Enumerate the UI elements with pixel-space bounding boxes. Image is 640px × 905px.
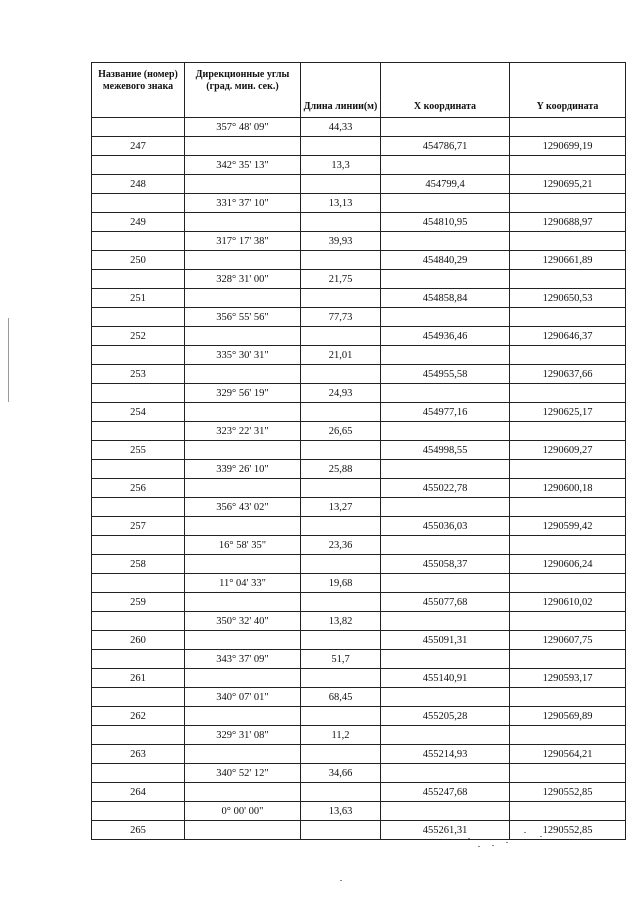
length-cell: 13,13	[301, 194, 381, 213]
x-coordinate-cell	[381, 232, 510, 251]
segment-row	[92, 612, 626, 631]
point-row	[92, 365, 626, 384]
segment-row	[92, 308, 626, 327]
length-cell: 13,63	[301, 802, 381, 821]
length-cell	[301, 593, 381, 612]
x-coordinate-cell: 455261,31	[381, 821, 510, 840]
name-cell	[92, 802, 185, 821]
x-coordinate-cell	[381, 270, 510, 289]
angle-cell: 350° 32' 40"	[185, 612, 301, 631]
y-coordinate-cell	[510, 232, 626, 251]
x-coordinate-cell	[381, 308, 510, 327]
y-coordinate-cell: 1290625,17	[510, 403, 626, 422]
angle-cell	[185, 707, 301, 726]
name-cell	[92, 232, 185, 251]
angle-cell	[185, 137, 301, 156]
point-row	[92, 327, 626, 346]
y-coordinate-cell: 1290593,17	[510, 669, 626, 688]
name-cell: 256	[92, 479, 185, 498]
scan-speck	[478, 846, 480, 847]
angle-cell: 357° 48' 09"	[185, 118, 301, 137]
angle-cell: 16° 58' 35"	[185, 536, 301, 555]
angle-cell: 328° 31' 00"	[185, 270, 301, 289]
name-cell: 247	[92, 137, 185, 156]
point-row	[92, 555, 626, 574]
header-y: Y координата	[510, 63, 626, 118]
angle-cell	[185, 213, 301, 232]
angle-cell	[185, 441, 301, 460]
length-cell: 25,88	[301, 460, 381, 479]
segment-row	[92, 764, 626, 783]
name-cell	[92, 498, 185, 517]
scan-speck	[506, 842, 508, 843]
y-coordinate-cell: 1290688,97	[510, 213, 626, 232]
name-cell	[92, 764, 185, 783]
table-header-row	[92, 63, 626, 118]
length-cell	[301, 175, 381, 194]
angle-cell: 323° 22' 31"	[185, 422, 301, 441]
length-cell: 26,65	[301, 422, 381, 441]
y-coordinate-cell	[510, 574, 626, 593]
name-cell	[92, 118, 185, 137]
name-cell	[92, 688, 185, 707]
length-cell: 77,73	[301, 308, 381, 327]
length-cell	[301, 707, 381, 726]
length-cell	[301, 251, 381, 270]
y-coordinate-cell	[510, 422, 626, 441]
length-cell: 21,75	[301, 270, 381, 289]
y-coordinate-cell: 1290600,18	[510, 479, 626, 498]
point-row	[92, 213, 626, 232]
segment-row	[92, 270, 626, 289]
segment-row	[92, 156, 626, 175]
length-cell: 13,27	[301, 498, 381, 517]
x-coordinate-cell: 455091,31	[381, 631, 510, 650]
name-cell	[92, 726, 185, 745]
y-coordinate-cell: 1290599,42	[510, 517, 626, 536]
name-cell: 260	[92, 631, 185, 650]
x-coordinate-cell	[381, 688, 510, 707]
x-coordinate-cell: 454858,84	[381, 289, 510, 308]
point-row	[92, 137, 626, 156]
y-coordinate-cell	[510, 270, 626, 289]
length-cell: 68,45	[301, 688, 381, 707]
point-row	[92, 479, 626, 498]
scan-speck	[492, 845, 494, 846]
y-coordinate-cell	[510, 536, 626, 555]
y-coordinate-cell: 1290695,21	[510, 175, 626, 194]
length-cell	[301, 441, 381, 460]
x-coordinate-cell: 455077,68	[381, 593, 510, 612]
segment-row	[92, 346, 626, 365]
segment-row	[92, 498, 626, 517]
y-coordinate-cell: 1290552,85	[510, 783, 626, 802]
y-coordinate-cell: 1290646,37	[510, 327, 626, 346]
point-row	[92, 441, 626, 460]
y-coordinate-cell: 1290650,53	[510, 289, 626, 308]
segment-row	[92, 536, 626, 555]
name-cell	[92, 650, 185, 669]
angle-cell	[185, 631, 301, 650]
x-coordinate-cell: 455022,78	[381, 479, 510, 498]
scan-mark	[8, 318, 9, 402]
length-cell: 11,2	[301, 726, 381, 745]
name-cell	[92, 574, 185, 593]
length-cell	[301, 137, 381, 156]
x-coordinate-cell	[381, 650, 510, 669]
length-cell	[301, 783, 381, 802]
name-cell	[92, 460, 185, 479]
point-row	[92, 175, 626, 194]
name-cell	[92, 612, 185, 631]
length-cell: 23,36	[301, 536, 381, 555]
length-cell: 44,33	[301, 118, 381, 137]
x-coordinate-cell	[381, 612, 510, 631]
y-coordinate-cell	[510, 726, 626, 745]
y-coordinate-cell: 1290564,21	[510, 745, 626, 764]
length-cell	[301, 669, 381, 688]
angle-cell	[185, 669, 301, 688]
x-coordinate-cell	[381, 346, 510, 365]
y-coordinate-cell	[510, 194, 626, 213]
name-cell: 254	[92, 403, 185, 422]
y-coordinate-cell: 1290607,75	[510, 631, 626, 650]
header-x: X координата	[381, 63, 510, 118]
y-coordinate-cell: 1290606,24	[510, 555, 626, 574]
angle-cell: 329° 56' 19"	[185, 384, 301, 403]
point-row	[92, 783, 626, 802]
y-coordinate-cell	[510, 156, 626, 175]
y-coordinate-cell	[510, 688, 626, 707]
name-cell: 251	[92, 289, 185, 308]
y-coordinate-cell: 1290699,19	[510, 137, 626, 156]
point-row	[92, 707, 626, 726]
point-row	[92, 821, 626, 840]
y-coordinate-cell: 1290569,89	[510, 707, 626, 726]
name-cell: 248	[92, 175, 185, 194]
name-cell	[92, 422, 185, 441]
angle-cell	[185, 327, 301, 346]
name-cell: 257	[92, 517, 185, 536]
x-coordinate-cell	[381, 536, 510, 555]
angle-cell	[185, 175, 301, 194]
header-name: Название (номер) межевого знака	[92, 63, 185, 118]
length-cell: 24,93	[301, 384, 381, 403]
angle-cell: 340° 07' 01"	[185, 688, 301, 707]
angle-cell: 342° 35' 13"	[185, 156, 301, 175]
point-row	[92, 669, 626, 688]
x-coordinate-cell: 455036,03	[381, 517, 510, 536]
angle-cell: 335° 30' 31"	[185, 346, 301, 365]
name-cell: 252	[92, 327, 185, 346]
y-coordinate-cell: 1290661,89	[510, 251, 626, 270]
x-coordinate-cell: 455140,91	[381, 669, 510, 688]
length-cell	[301, 631, 381, 650]
length-cell	[301, 517, 381, 536]
header-length: Длина линии(м)	[301, 63, 381, 118]
name-cell: 261	[92, 669, 185, 688]
name-cell: 264	[92, 783, 185, 802]
length-cell	[301, 821, 381, 840]
length-cell	[301, 327, 381, 346]
y-coordinate-cell	[510, 498, 626, 517]
length-cell: 13,3	[301, 156, 381, 175]
boundary-coordinates-table	[91, 62, 626, 840]
x-coordinate-cell: 455247,68	[381, 783, 510, 802]
point-row	[92, 631, 626, 650]
x-coordinate-cell	[381, 156, 510, 175]
segment-row	[92, 232, 626, 251]
angle-cell	[185, 821, 301, 840]
y-coordinate-cell	[510, 764, 626, 783]
point-row	[92, 593, 626, 612]
y-coordinate-cell: 1290552,85	[510, 821, 626, 840]
segment-row	[92, 574, 626, 593]
y-coordinate-cell	[510, 612, 626, 631]
length-cell	[301, 365, 381, 384]
point-row	[92, 745, 626, 764]
angle-cell: 329° 31' 08"	[185, 726, 301, 745]
segment-row	[92, 688, 626, 707]
y-coordinate-cell	[510, 384, 626, 403]
x-coordinate-cell: 454955,58	[381, 365, 510, 384]
angle-cell	[185, 251, 301, 270]
angle-cell	[185, 555, 301, 574]
point-row	[92, 289, 626, 308]
scan-speck	[524, 832, 526, 833]
angle-cell	[185, 593, 301, 612]
name-cell: 262	[92, 707, 185, 726]
name-cell	[92, 308, 185, 327]
y-coordinate-cell	[510, 308, 626, 327]
header-angles: Дирекционные углы (град. мин. сек.)	[185, 63, 301, 118]
length-cell: 21,01	[301, 346, 381, 365]
point-row	[92, 403, 626, 422]
length-cell: 13,82	[301, 612, 381, 631]
x-coordinate-cell	[381, 194, 510, 213]
x-coordinate-cell	[381, 460, 510, 479]
x-coordinate-cell	[381, 726, 510, 745]
segment-row	[92, 194, 626, 213]
y-coordinate-cell	[510, 460, 626, 479]
y-coordinate-cell	[510, 650, 626, 669]
table-body	[92, 118, 626, 840]
name-cell	[92, 384, 185, 403]
length-cell: 39,93	[301, 232, 381, 251]
y-coordinate-cell	[510, 346, 626, 365]
scan-speck	[340, 880, 342, 881]
y-coordinate-cell: 1290637,66	[510, 365, 626, 384]
name-cell: 265	[92, 821, 185, 840]
length-cell: 34,66	[301, 764, 381, 783]
length-cell	[301, 479, 381, 498]
angle-cell	[185, 479, 301, 498]
angle-cell	[185, 783, 301, 802]
angle-cell: 356° 43' 02"	[185, 498, 301, 517]
x-coordinate-cell: 455205,28	[381, 707, 510, 726]
segment-row	[92, 802, 626, 821]
x-coordinate-cell: 454810,95	[381, 213, 510, 232]
name-cell	[92, 346, 185, 365]
point-row	[92, 517, 626, 536]
x-coordinate-cell: 454977,16	[381, 403, 510, 422]
name-cell	[92, 536, 185, 555]
segment-row	[92, 118, 626, 137]
x-coordinate-cell: 455058,37	[381, 555, 510, 574]
x-coordinate-cell	[381, 384, 510, 403]
name-cell: 253	[92, 365, 185, 384]
angle-cell: 340° 52' 12"	[185, 764, 301, 783]
x-coordinate-cell	[381, 422, 510, 441]
angle-cell: 331° 37' 10"	[185, 194, 301, 213]
x-coordinate-cell: 454936,46	[381, 327, 510, 346]
segment-row	[92, 650, 626, 669]
name-cell: 258	[92, 555, 185, 574]
name-cell: 249	[92, 213, 185, 232]
x-coordinate-cell: 454786,71	[381, 137, 510, 156]
length-cell: 51,7	[301, 650, 381, 669]
x-coordinate-cell: 455214,93	[381, 745, 510, 764]
x-coordinate-cell	[381, 574, 510, 593]
name-cell	[92, 194, 185, 213]
scan-speck	[468, 838, 470, 839]
angle-cell: 0° 00' 00"	[185, 802, 301, 821]
length-cell	[301, 403, 381, 422]
segment-row	[92, 422, 626, 441]
angle-cell	[185, 403, 301, 422]
name-cell: 250	[92, 251, 185, 270]
y-coordinate-cell: 1290610,02	[510, 593, 626, 612]
x-coordinate-cell: 454998,55	[381, 441, 510, 460]
angle-cell: 356° 55' 56"	[185, 308, 301, 327]
name-cell	[92, 270, 185, 289]
x-coordinate-cell	[381, 802, 510, 821]
angle-cell	[185, 289, 301, 308]
angle-cell: 339° 26' 10"	[185, 460, 301, 479]
angle-cell	[185, 517, 301, 536]
segment-row	[92, 384, 626, 403]
x-coordinate-cell	[381, 498, 510, 517]
name-cell: 255	[92, 441, 185, 460]
angle-cell: 317° 17' 38"	[185, 232, 301, 251]
point-row	[92, 251, 626, 270]
x-coordinate-cell: 454799,4	[381, 175, 510, 194]
x-coordinate-cell	[381, 764, 510, 783]
length-cell: 19,68	[301, 574, 381, 593]
y-coordinate-cell: 1290609,27	[510, 441, 626, 460]
length-cell	[301, 289, 381, 308]
angle-cell: 343° 37' 09"	[185, 650, 301, 669]
name-cell: 263	[92, 745, 185, 764]
length-cell	[301, 213, 381, 232]
segment-row	[92, 726, 626, 745]
y-coordinate-cell	[510, 118, 626, 137]
angle-cell	[185, 365, 301, 384]
angle-cell: 11° 04' 33"	[185, 574, 301, 593]
x-coordinate-cell	[381, 118, 510, 137]
name-cell: 259	[92, 593, 185, 612]
x-coordinate-cell: 454840,29	[381, 251, 510, 270]
y-coordinate-cell	[510, 802, 626, 821]
segment-row	[92, 460, 626, 479]
scan-speck	[540, 836, 542, 837]
name-cell	[92, 156, 185, 175]
length-cell	[301, 555, 381, 574]
length-cell	[301, 745, 381, 764]
angle-cell	[185, 745, 301, 764]
